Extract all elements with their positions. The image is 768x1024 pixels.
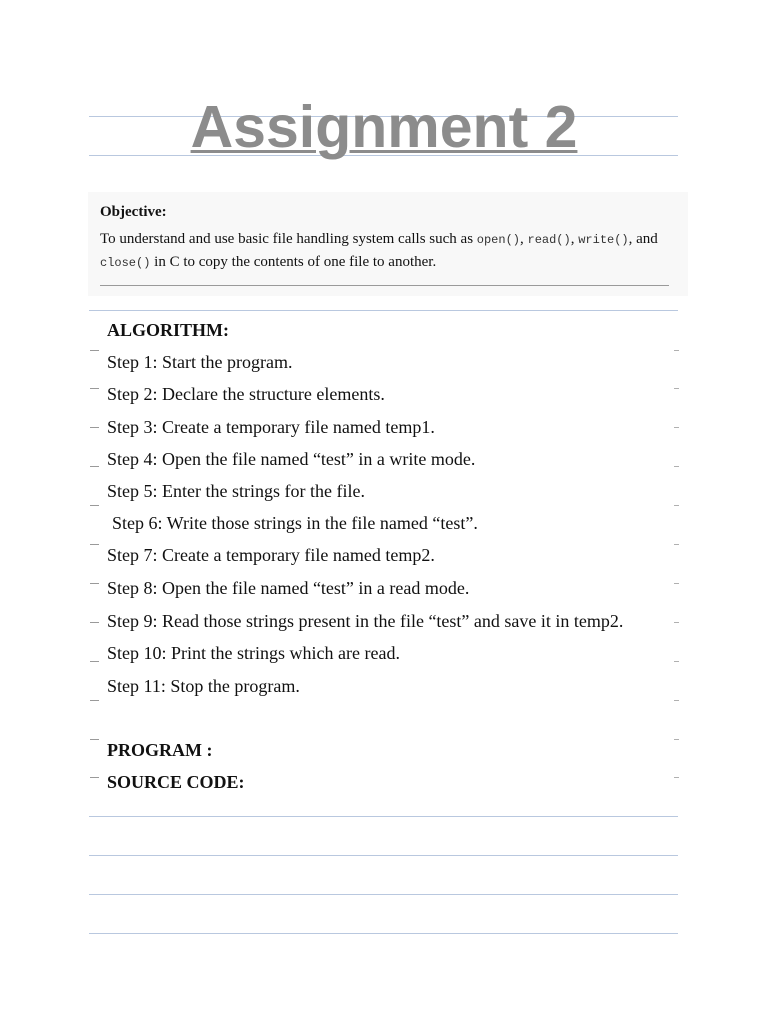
code-close: close() [100, 255, 151, 270]
algorithm-step: Step 2: Declare the structure elements. [107, 384, 385, 404]
margin-tick [90, 544, 99, 545]
algorithm-step: Step 5: Enter the strings for the file. [107, 481, 365, 501]
algorithm-step: Step 10: Print the strings which are read. [107, 643, 400, 663]
margin-tick [90, 466, 99, 467]
ruled-line [89, 855, 678, 856]
separator: , [570, 231, 579, 247]
margin-tick [90, 350, 99, 351]
algorithm-step: Step 8: Open the file named “test” in a read mode. [107, 578, 470, 598]
objective-divider [100, 285, 669, 286]
margin-tick [90, 661, 99, 662]
margin-tick [90, 739, 99, 740]
margin-tick [90, 427, 99, 428]
margin-tick [674, 350, 679, 351]
separator: , and [628, 231, 658, 247]
algorithm-step: Step 4: Open the file named “test” in a write mode. [107, 449, 476, 469]
margin-tick [90, 388, 99, 389]
margin-tick [674, 777, 679, 778]
algorithm-step: Step 1: Start the program. [107, 352, 293, 372]
margin-tick [674, 544, 679, 545]
source-code-heading: SOURCE CODE: [107, 772, 245, 792]
margin-tick [674, 583, 679, 584]
objective-heading: Objective: [100, 204, 167, 220]
margin-tick [674, 427, 679, 428]
margin-tick [674, 505, 679, 506]
separator: , [520, 231, 528, 247]
algorithm-step: Step 6: Write those strings in the file named “test”. [112, 513, 478, 533]
margin-tick [90, 505, 99, 506]
margin-tick [90, 700, 99, 701]
algorithm-step: Step 9: Read those strings present in the file “test” and save it in temp2. [107, 611, 624, 631]
margin-tick [674, 661, 679, 662]
margin-tick [90, 622, 99, 623]
margin-tick [90, 583, 99, 584]
ruled-line [89, 310, 678, 311]
ruled-line [89, 816, 678, 817]
program-heading: PROGRAM : [107, 740, 213, 760]
margin-tick [674, 739, 679, 740]
margin-tick [674, 466, 679, 467]
margin-tick [674, 388, 679, 389]
page-title: Assignment 2 [190, 94, 578, 160]
objective-text [100, 229, 680, 274]
ruled-line [89, 894, 678, 895]
algorithm-step: Step 11: Stop the program. [107, 676, 300, 696]
margin-tick [674, 622, 679, 623]
margin-tick [90, 777, 99, 778]
algorithm-step: Step 3: Create a temporary file named temp1. [107, 417, 435, 437]
algorithm-heading: ALGORITHM: [107, 320, 230, 340]
objective-text-start: To understand and use basic file handling system calls such as [100, 231, 477, 247]
code-write: write() [578, 233, 629, 247]
margin-tick [674, 700, 679, 701]
code-open: open() [476, 233, 520, 247]
objective-text-end: in C to copy the contents of one file to another. [150, 253, 437, 270]
code-read: read() [527, 233, 571, 247]
ruled-line [89, 933, 678, 934]
algorithm-step: Step 7: Create a temporary file named temp2. [107, 545, 435, 565]
